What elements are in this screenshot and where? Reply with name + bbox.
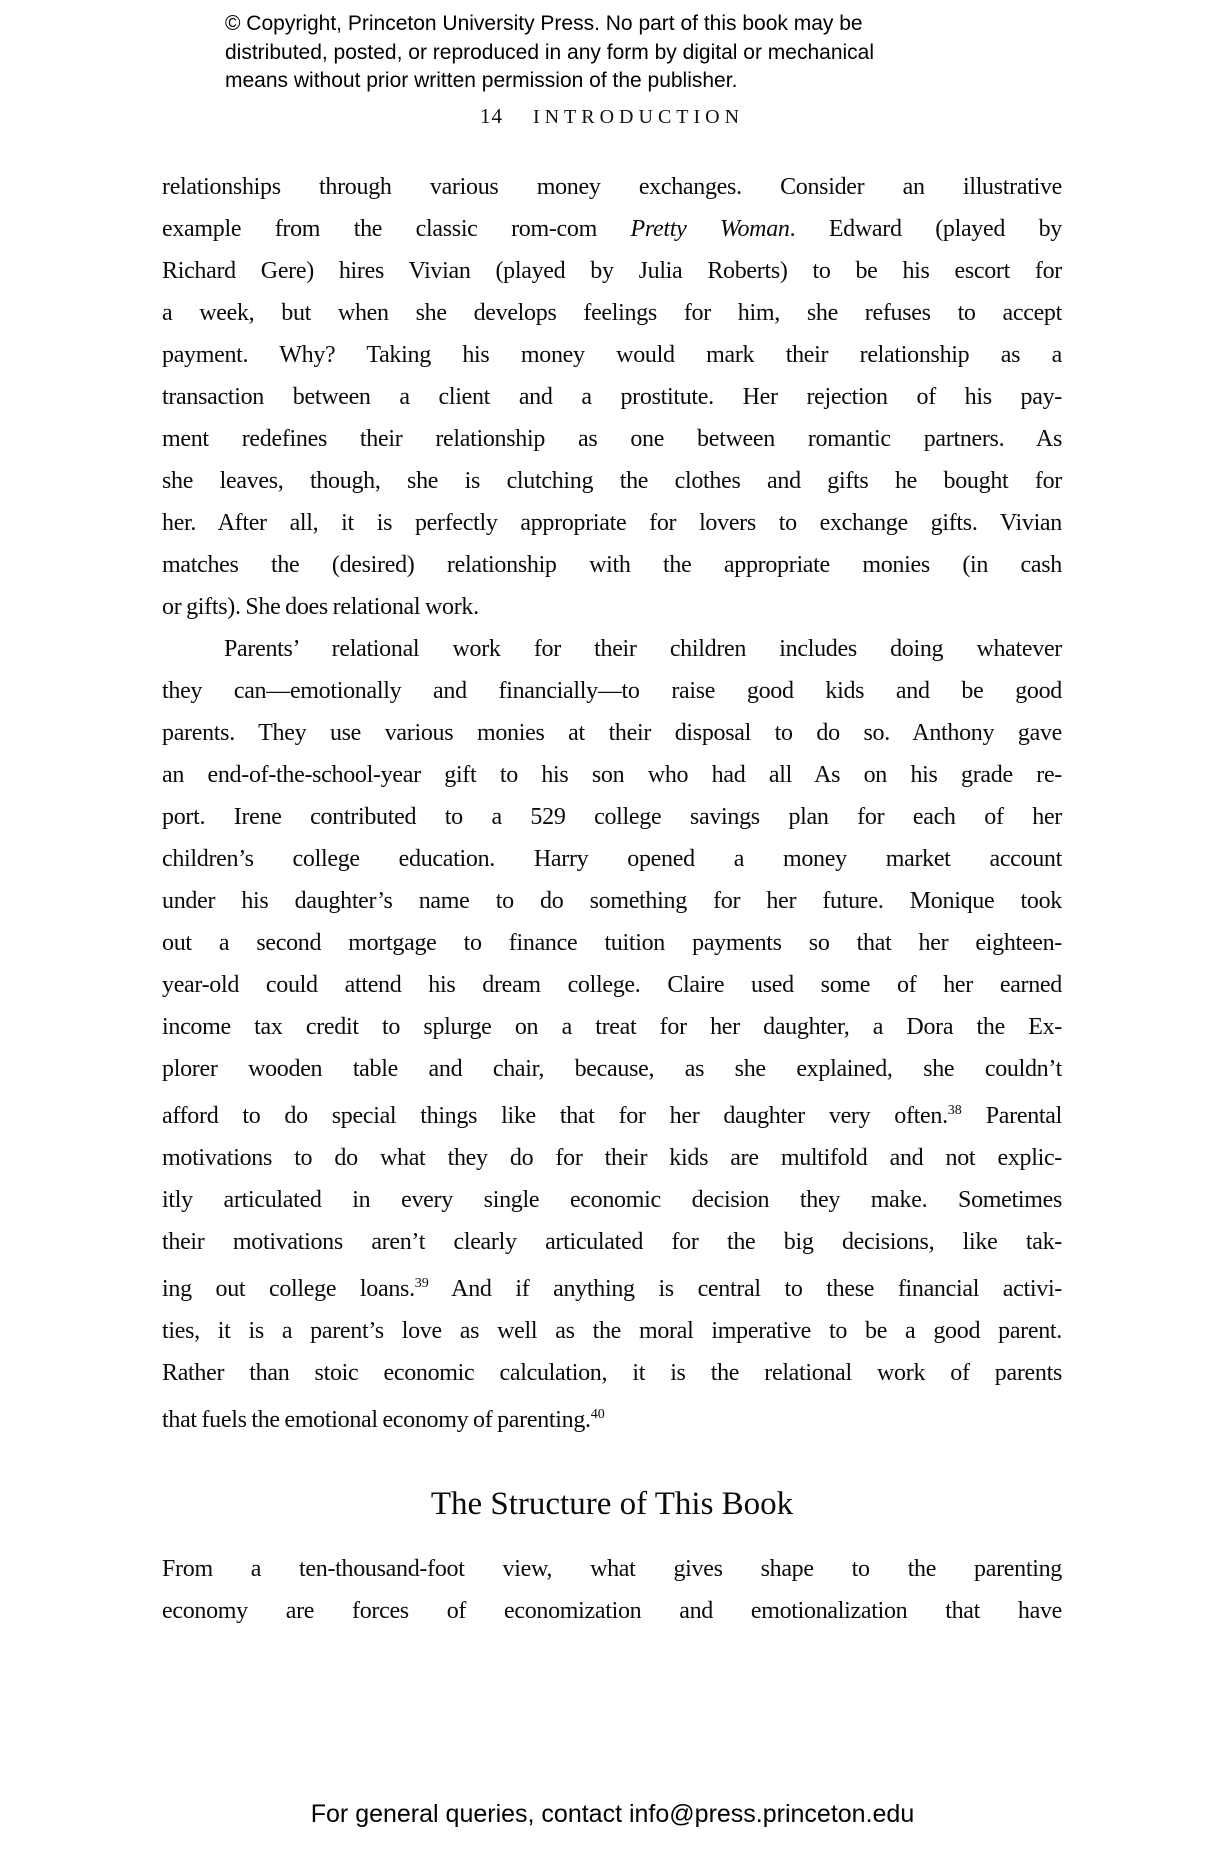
paragraph (162, 628, 1062, 1441)
text-line: under his daughter’s name to do something for her future. Monique took (162, 888, 1062, 914)
footer-contact-note: For general queries, contact info@press.princeton.edu (310, 1800, 915, 1828)
text-line: year-old could attend his dream college. Claire used some of her earned (162, 972, 1062, 998)
copyright-notice (225, 10, 874, 96)
text-line: an end-of-the-school-year gift to his son who had all As on his grade re- (162, 762, 1062, 788)
copyright-line: © Copyright, Princeton University Press. No part of this book may be (225, 12, 863, 35)
running-head (162, 104, 1062, 129)
text-line: plorer wooden table and chair, because, as she explained, she couldn’t (162, 1056, 1062, 1082)
text-line: a week, but when she develops feelings for him, she refuses to accept (162, 300, 1062, 326)
copyright-line: means without prior written permission of the publisher. (225, 69, 738, 92)
text-line: ing out college loans.$^{39}$ And if anything is central to these financial activi- (162, 1276, 1062, 1302)
text-line: example from the classic rom-com Pretty Woman. Edward (played by (162, 216, 1062, 242)
copyright-line: distributed, posted, or reproduced in any form by digital or mechanical (225, 40, 875, 64)
text-line: Rather than stoic economic calculation, it is the relational work of parents (162, 1360, 1062, 1386)
text-line: From a ten-thousand-foot view, what gives shape to the parenting (162, 1556, 1062, 1582)
text-line: her. After all, it is perfectly appropriate for lovers to exchange gifts. Vivian (162, 510, 1062, 536)
paragraph (162, 1548, 1062, 1632)
text-line: Parents’ relational work for their children includes doing whatever (224, 636, 1062, 662)
text-line: children’s college education. Harry opened a money market account (162, 846, 1062, 872)
page-number: 14 (479, 104, 503, 128)
text-line: relationships through various money exchanges. Consider an illustrative (162, 174, 1062, 200)
text-line: or gifts). She does relational work. (162, 594, 479, 620)
text-line: port. Irene contributed to a 529 college savings plan for each of her (162, 804, 1062, 830)
text-line: transaction between a client and a prostitute. Her rejection of his pay- (162, 384, 1062, 410)
paragraph (162, 166, 1062, 628)
text-line: Richard Gere) hires Vivian (played by Julia Roberts) to be his escort for (162, 258, 1062, 284)
running-head-title: INTRODUCTION (532, 106, 745, 128)
text-line: out a second mortgage to finance tuition payments so that her eighteen- (162, 930, 1062, 956)
body-main (162, 166, 1062, 1441)
text-line: income tax credit to splurge on a treat for her daughter, a Dora the Ex- (162, 1014, 1062, 1040)
text-line: ties, it is a parent’s love as well as the moral imperative to be a good parent. (162, 1318, 1062, 1344)
text-line: economy are forces of economization and emotionalization that have (162, 1598, 1062, 1624)
body-after-heading (162, 1548, 1062, 1632)
text-line: matches the (desired) relationship with the appropriate monies (in cash (162, 552, 1062, 578)
text-line: itly articulated in every single economic decision they make. Sometimes (162, 1187, 1062, 1213)
text-line: that fuels the emotional economy of parenting.$^{40}$ (162, 1407, 605, 1433)
text-line: parents. They use various monies at their disposal to do so. Anthony gave (162, 720, 1062, 746)
text-line: they can—emotionally and financially—to raise good kids and be good (162, 678, 1062, 704)
text-line: afford to do special things like that for her daughter very often.$^{38}$ Parental (162, 1103, 1062, 1129)
text-line: motivations to do what they do for their kids are multifold and not explic- (162, 1145, 1062, 1171)
text-line: she leaves, though, she is clutching the clothes and gifts he bought for (162, 468, 1062, 494)
text-line: their motivations aren’t clearly articulated for the big decisions, like tak- (162, 1229, 1062, 1255)
section-heading: The Structure of This Book (430, 1486, 794, 1522)
text-line: ment redefines their relationship as one between romantic partners. As (162, 426, 1062, 452)
text-line: payment. Why? Taking his money would mark their relationship as a (162, 342, 1062, 368)
